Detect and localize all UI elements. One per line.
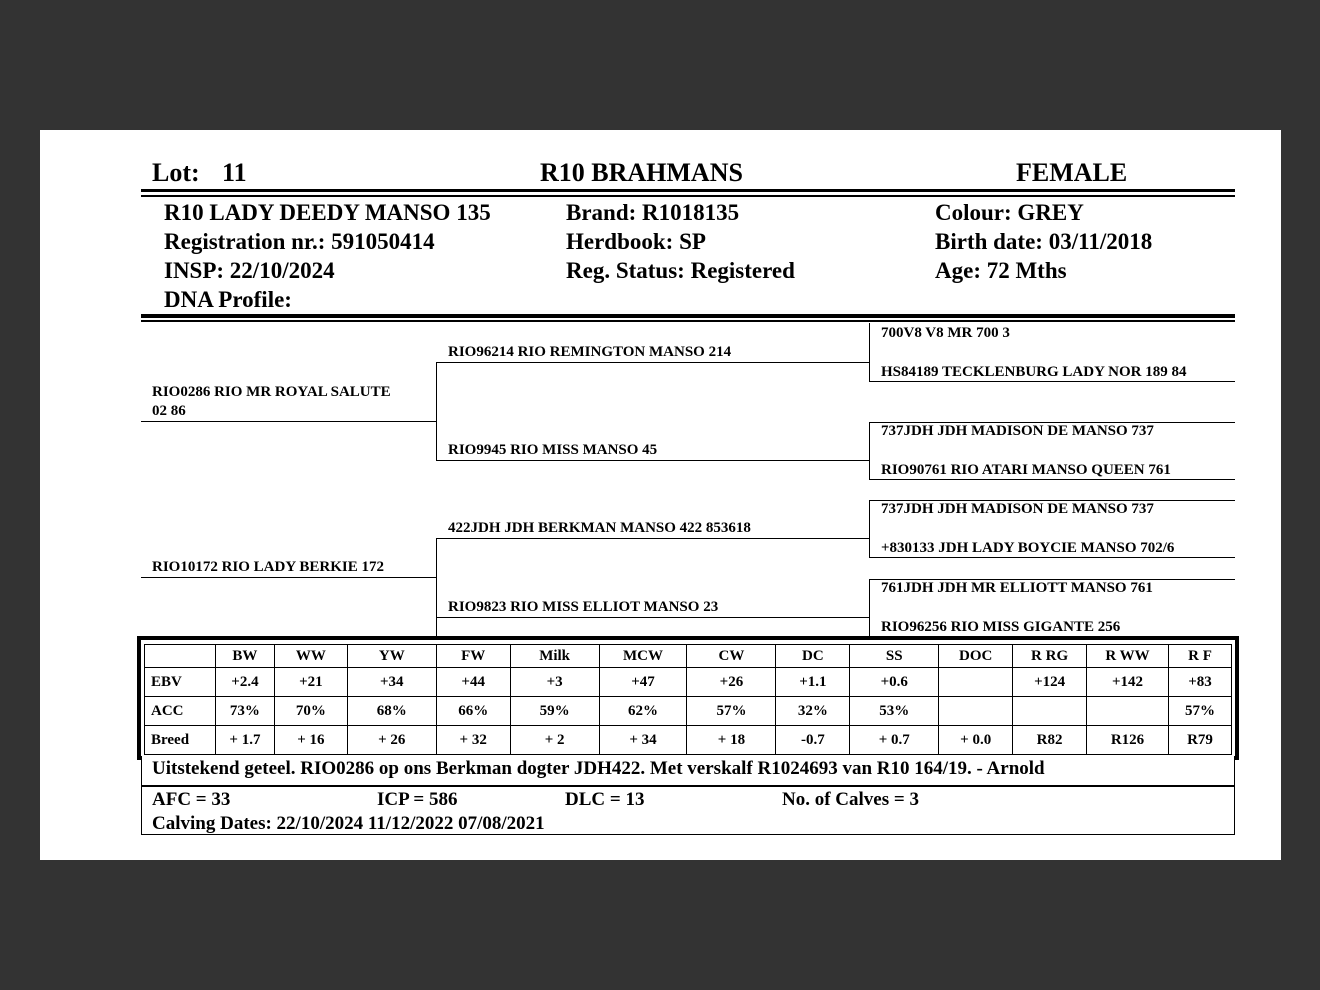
reg-status: Reg. Status: Registered	[566, 258, 795, 283]
registration-number: Registration nr.: 591050414	[164, 229, 435, 254]
pedigree-gg-4: RIO90761 RIO ATARI MANSO QUEEN 761	[881, 462, 1171, 478]
ebv-row-label: ACC	[145, 697, 216, 726]
ebv-cell: + 18	[687, 726, 776, 755]
pedigree-dam-dam: RIO9823 RIO MISS ELLIOT MANSO 23	[448, 599, 719, 615]
info-rule-bottom	[141, 320, 1235, 322]
sire-sire-line	[436, 362, 870, 363]
ebv-header-cell: MCW	[599, 645, 687, 668]
gg-7-line	[869, 579, 1235, 580]
ebv-cell: +3	[510, 668, 599, 697]
gg-3-line	[869, 422, 1235, 423]
pedigree-gg-5: 737JDH JDH MADISON DE MANSO 737	[881, 501, 1154, 517]
animal-name: R10 LADY DEEDY MANSO 135	[164, 200, 491, 225]
ebv-cell: +21	[274, 668, 347, 697]
ebv-header-cell: R WW	[1087, 645, 1169, 668]
pedigree-sire-sire: RIO96214 RIO REMINGTON MANSO 214	[448, 344, 732, 360]
gg-bracket-4	[869, 579, 870, 637]
ebv-cell: R126	[1087, 726, 1169, 755]
ebv-cell	[939, 697, 1013, 726]
lot-label: Lot:	[152, 158, 200, 187]
ebv-header-cell: SS	[850, 645, 939, 668]
ebv-cell: +44	[436, 668, 510, 697]
gg-4-line	[869, 479, 1235, 480]
gg-5-line	[869, 500, 1235, 501]
herdbook: Herdbook: SP	[566, 229, 706, 254]
ebv-cell: +124	[1013, 668, 1087, 697]
ebv-cell: +2.4	[215, 668, 274, 697]
gg-bracket-3	[869, 500, 870, 558]
ebv-cell	[1013, 697, 1087, 726]
ebv-cell: 62%	[599, 697, 687, 726]
pedigree-gg-1: 700V8 V8 MR 700 3	[881, 325, 1010, 341]
afc: AFC = 33	[152, 789, 231, 810]
ebv-header-cell: R F	[1168, 645, 1231, 668]
sire-line	[141, 421, 437, 422]
ebv-cell: +0.6	[850, 668, 939, 697]
breeder-name: R10 BRAHMANS	[540, 158, 743, 187]
ebv-cell: +83	[1168, 668, 1231, 697]
ebv-cell: R82	[1013, 726, 1087, 755]
ebv-cell	[939, 668, 1013, 697]
ebv-row-breed	[145, 726, 1232, 755]
ebv-cell: 66%	[436, 697, 510, 726]
ebv-row-label: Breed	[145, 726, 216, 755]
ebv-cell: + 34	[599, 726, 687, 755]
pedigree-sire-line2: 02 86	[152, 403, 186, 419]
dam-sire-line	[436, 538, 870, 539]
ebv-cell: 57%	[1168, 697, 1231, 726]
number-of-calves: No. of Calves = 3	[782, 789, 919, 810]
ebv-cell: + 0.7	[850, 726, 939, 755]
ebv-cell: +34	[347, 668, 436, 697]
ebv-header-cell: Milk	[510, 645, 599, 668]
ebv-cell: 32%	[776, 697, 850, 726]
ebv-cell: 73%	[215, 697, 274, 726]
insp-date: INSP: 22/10/2024	[164, 258, 335, 283]
dlc: DLC = 13	[565, 789, 645, 810]
ebv-header-cell: R RG	[1013, 645, 1087, 668]
ebv-cell: + 32	[436, 726, 510, 755]
pedigree-sire-line1: RIO0286 RIO MR ROYAL SALUTE	[152, 384, 391, 400]
ebv-cell: 70%	[274, 697, 347, 726]
lot-number: 11	[222, 158, 247, 187]
ebv-row-label: EBV	[145, 668, 216, 697]
ebv-cell: +26	[687, 668, 776, 697]
ebv-cell: + 26	[347, 726, 436, 755]
sire-bracket	[436, 362, 437, 460]
ebv-header-cell	[145, 645, 216, 668]
dam-line	[141, 577, 437, 578]
ebv-header-cell: DOC	[939, 645, 1013, 668]
catalogue-page	[40, 130, 1281, 860]
dna-profile: DNA Profile:	[164, 287, 292, 312]
ebv-cell: 68%	[347, 697, 436, 726]
info-rule-top	[141, 314, 1235, 318]
gg-bracket-1	[869, 323, 870, 381]
ebv-cell	[1087, 697, 1169, 726]
sex-label: FEMALE	[1016, 158, 1128, 187]
ebv-cell: 59%	[510, 697, 599, 726]
calving-info-box	[141, 786, 1235, 835]
ebv-cell: 53%	[850, 697, 939, 726]
calving-dates: Calving Dates: 22/10/2024 11/12/2022 07/08/2021	[152, 813, 545, 834]
pedigree-gg-7: 761JDH JDH MR ELLIOTT MANSO 761	[881, 580, 1153, 596]
icp: ICP = 586	[377, 789, 458, 810]
ebv-cell: + 16	[274, 726, 347, 755]
header-rule-bottom	[141, 195, 1235, 197]
ebv-cell: +47	[599, 668, 687, 697]
ebv-header-row	[145, 645, 1232, 668]
pedigree-dam: RIO10172 RIO LADY BERKIE 172	[152, 559, 384, 575]
comment-text: Uitstekend geteel. RIO0286 op ons Berkman dogter JDH422. Met verskalf R1024693 van R10 164/19. - Arnold	[152, 758, 1045, 779]
ebv-header-cell: BW	[215, 645, 274, 668]
ebv-cell: +1.1	[776, 668, 850, 697]
ebv-header-cell: DC	[776, 645, 850, 668]
ebv-cell: + 2	[510, 726, 599, 755]
ebv-cell: + 1.7	[215, 726, 274, 755]
pedigree-gg-3: 737JDH JDH MADISON DE MANSO 737	[881, 423, 1154, 439]
header-rule-top	[141, 189, 1235, 192]
ebv-cell: + 0.0	[939, 726, 1013, 755]
pedigree-gg-2: HS84189 TECKLENBURG LADY NOR 189 84	[881, 364, 1187, 380]
gg-bracket-2	[869, 422, 870, 480]
ebv-header-cell: FW	[436, 645, 510, 668]
age: Age: 72 Mths	[935, 258, 1067, 283]
dam-bracket	[436, 538, 437, 640]
gg-2-line	[869, 381, 1235, 382]
brand: Brand: R1018135	[566, 200, 740, 225]
gg-6-line	[869, 557, 1235, 558]
colour: Colour: GREY	[935, 200, 1084, 225]
ebv-cell: -0.7	[776, 726, 850, 755]
ebv-header-cell: YW	[347, 645, 436, 668]
pedigree-dam-sire: 422JDH JDH BERKMAN MANSO 422 853618	[448, 520, 751, 536]
ebv-cell: 57%	[687, 697, 776, 726]
comment-box	[141, 756, 1235, 786]
ebv-row-ebv	[145, 668, 1232, 697]
birth-date: Birth date: 03/11/2018	[935, 229, 1153, 254]
ebv-header-cell: WW	[274, 645, 347, 668]
pedigree-sire-dam: RIO9945 RIO MISS MANSO 45	[448, 442, 658, 458]
dam-dam-line	[436, 617, 870, 618]
pedigree-gg-6: +830133 JDH LADY BOYCIE MANSO 702/6	[881, 540, 1175, 556]
ebv-row-acc	[145, 697, 1232, 726]
ebv-cell: R79	[1168, 726, 1231, 755]
ebv-header-cell: CW	[687, 645, 776, 668]
sire-dam-line	[436, 460, 870, 461]
ebv-cell: +142	[1087, 668, 1169, 697]
pedigree-gg-8: RIO96256 RIO MISS GIGANTE 256	[881, 619, 1121, 635]
ebv-table	[144, 644, 1232, 755]
